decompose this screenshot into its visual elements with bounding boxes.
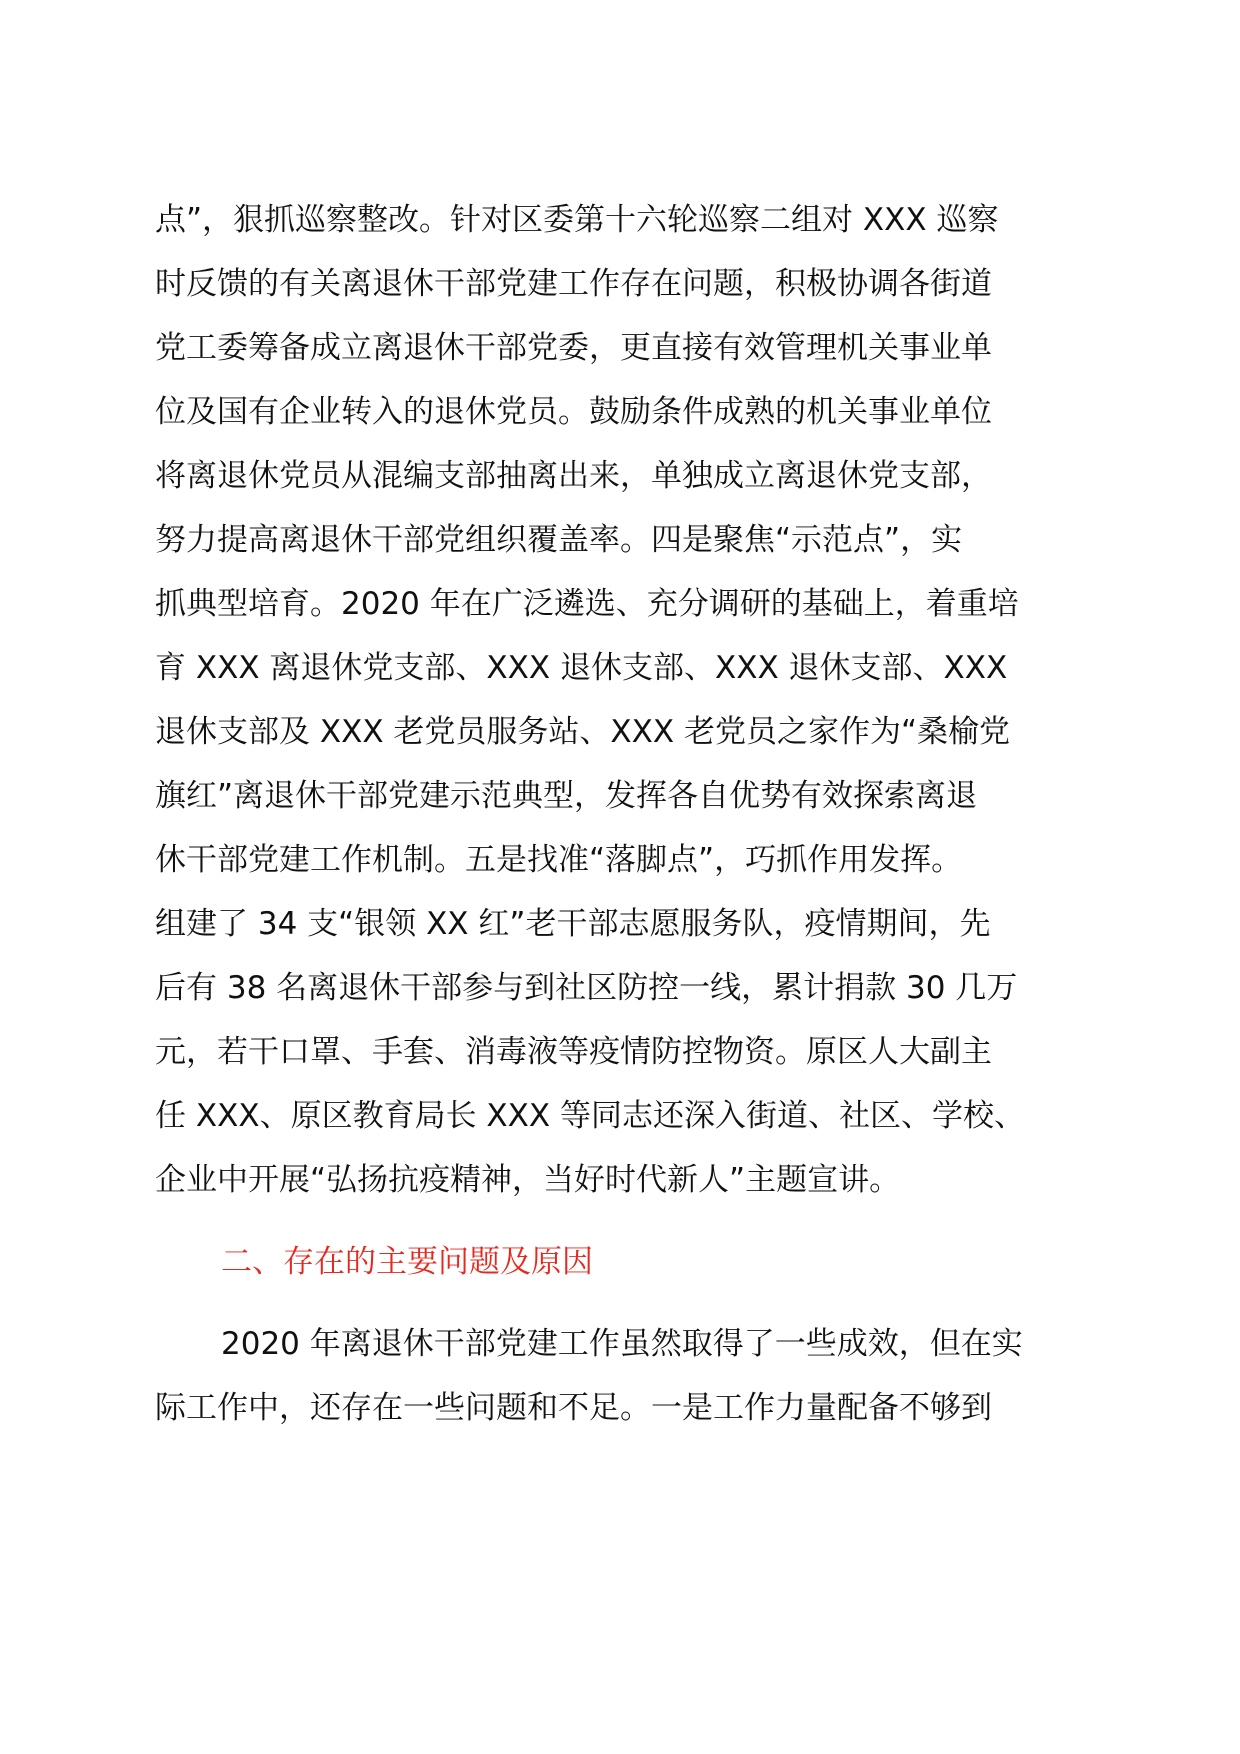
paragraph-line: 努力提高离退休干部党组织覆盖率。四是聚焦“示范点”，实: [155, 522, 963, 558]
paragraph-line: 任 XXX、原区教育局长 XXX 等同志还深入街道、社区、学校、: [155, 1098, 1025, 1134]
paragraph-line: 组建了 34 支“银领 XX 红”老干部志愿服务队，疫情期间，先: [155, 906, 991, 942]
section-heading: 二、存在的主要问题及原因: [221, 1244, 593, 1280]
paragraph-line: 位及国有企业转入的退休党员。鼓励条件成熟的机关事业单位: [155, 394, 992, 430]
paragraph-line: 元，若干口罩、手套、消毒液等疫情防控物资。原区人大副主: [155, 1034, 992, 1070]
paragraph-line: 2020 年离退休干部党建工作虽然取得了一些成效，但在实: [221, 1326, 1023, 1362]
paragraph-line: 退休支部及 XXX 老党员服务站、XXX 老党员之家作为“桑榆党: [155, 714, 1011, 750]
paragraph-line: 点”，狠抓巡察整改。针对区委第十六轮巡察二组对 XXX 巡察: [155, 202, 999, 238]
paragraph-line: 旗红”离退休干部党建示范典型，发挥各自优势有效探索离退: [155, 778, 978, 814]
paragraph-line: 企业中开展“弘扬抗疫精神，当好时代新人”主题宣讲。: [155, 1162, 901, 1198]
paragraph-line: 际工作中，还存在一些问题和不足。一是工作力量配备不够到: [155, 1390, 992, 1426]
paragraph-line: 党工委筹备成立离退休干部党委，更直接有效管理机关事业单: [155, 330, 992, 366]
paragraph-line: 将离退休党员从混编支部抽离出来，单独成立离退休党支部，: [155, 458, 992, 494]
paragraph-line: 后有 38 名离退休干部参与到社区防控一线，累计捐款 30 几万: [155, 970, 1018, 1006]
paragraph-line: 育 XXX 离退休党支部、XXX 退休支部、XXX 退休支部、XXX: [155, 650, 1008, 686]
paragraph-line: 抓典型培育。2020 年在广泛遴选、充分调研的基础上，着重培: [155, 586, 1019, 622]
paragraph-line: 休干部党建工作机制。五是找准“落脚点”，巧抓作用发挥。: [155, 842, 963, 878]
paragraph-line: 时反馈的有关离退休干部党建工作存在问题，积极协调各街道: [155, 266, 992, 302]
